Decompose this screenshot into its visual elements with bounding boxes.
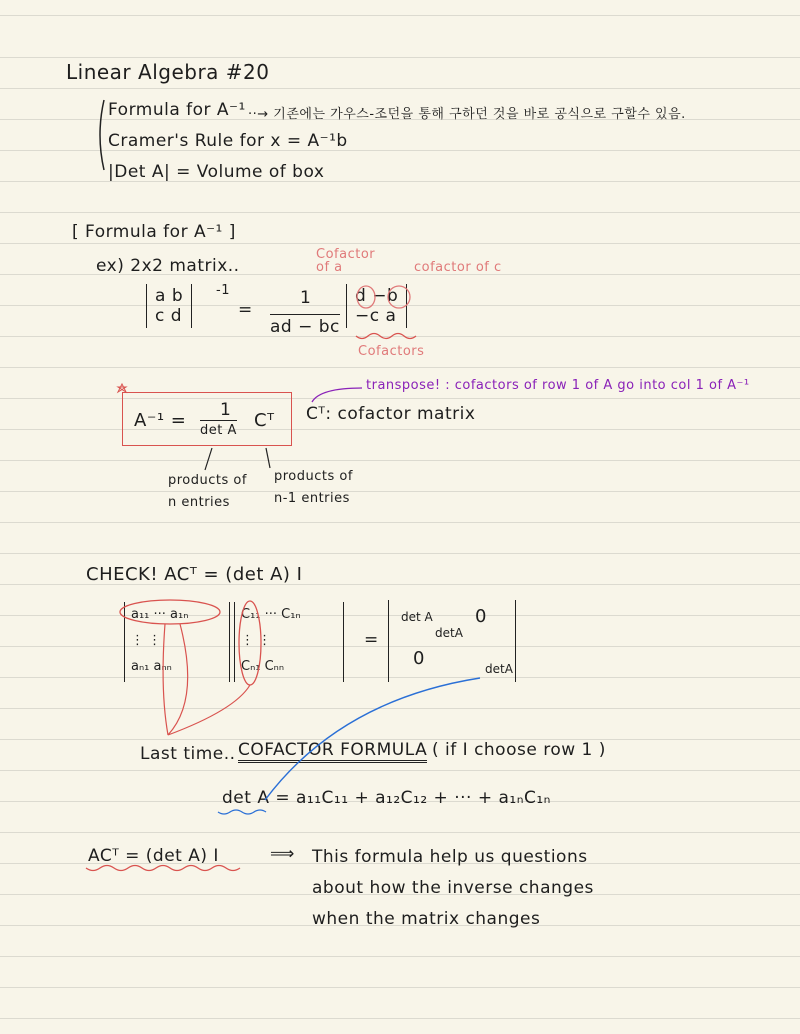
example-label: ex) 2x2 matrix.. — [96, 256, 240, 276]
cofactor-formula: COFACTOR FORMULA — [238, 740, 427, 763]
outline-item-2: Cramer's Rule for x = A⁻¹b — [108, 131, 348, 151]
products-n1: products of n-1 entries — [274, 469, 353, 506]
formula-rhs: Cᵀ — [254, 410, 275, 431]
annot-cofactor-c: cofactor of c — [414, 260, 502, 275]
conclusion-line-3: when the matrix changes — [312, 909, 541, 929]
implies-arrow: ⟹ — [270, 844, 295, 864]
annot-cofactors: Cofactors — [358, 344, 425, 359]
equals: = — [238, 300, 253, 320]
matrix-left: a b c d — [146, 284, 192, 328]
section-heading: [ Formula for A⁻¹ ] — [72, 222, 236, 242]
products-n: products of n entries — [168, 473, 247, 510]
cofactor-matrix-note: Cᵀ: cofactor matrix — [306, 404, 476, 424]
annot-cofactor-a: Cofactor of a — [316, 247, 376, 275]
conclusion-lhs: ACᵀ = (det A) I — [88, 846, 219, 866]
choose-row: ( if I choose row 1 ) — [432, 740, 606, 760]
check-line: CHECK! ACᵀ = (det A) I — [86, 564, 303, 585]
matrix-c: C₁₁ ··· C₁ₙ ⋮ ⋮ Cₙ₁ Cₙₙ — [234, 602, 344, 682]
result-matrix: det A detA 0 0 detA — [388, 600, 516, 682]
fraction-num: 1 — [300, 288, 312, 308]
inverse-exponent: -1 — [216, 283, 230, 298]
last-time: Last time.. — [140, 744, 236, 764]
conclusion-line-1: This formula help us questions — [312, 847, 588, 867]
matrix-right: d −b −c a — [346, 284, 407, 328]
fraction-den: ad − bc — [270, 314, 340, 337]
outline-item-1: Formula for A⁻¹ — [108, 100, 246, 120]
page-title: Linear Algebra #20 — [66, 60, 270, 84]
transpose-note: transpose! : cofactors of row 1 of A go into col 1 of A⁻¹ — [366, 378, 750, 393]
matrix-a: a₁₁ ··· a₁ₙ ⋮ ⋮ aₙ₁ aₙₙ — [124, 602, 230, 682]
det-expansion: det A = a₁₁C₁₁ + a₁₂C₁₂ + ··· + a₁ₙC₁ₙ — [222, 788, 551, 808]
outline-item-3: |Det A| = Volume of box — [108, 162, 325, 182]
formula-num: 1 — [220, 400, 232, 420]
formula-den: det A — [200, 420, 237, 438]
equals-2: = — [364, 630, 379, 650]
conclusion-line-2: about how the inverse changes — [312, 878, 594, 898]
korean-note: ··→ 기존에는 가우스-조던을 통해 구하던 것을 바로 공식으로 구할수 있음. — [248, 107, 686, 122]
formula-lhs: A⁻¹ = — [134, 410, 187, 431]
